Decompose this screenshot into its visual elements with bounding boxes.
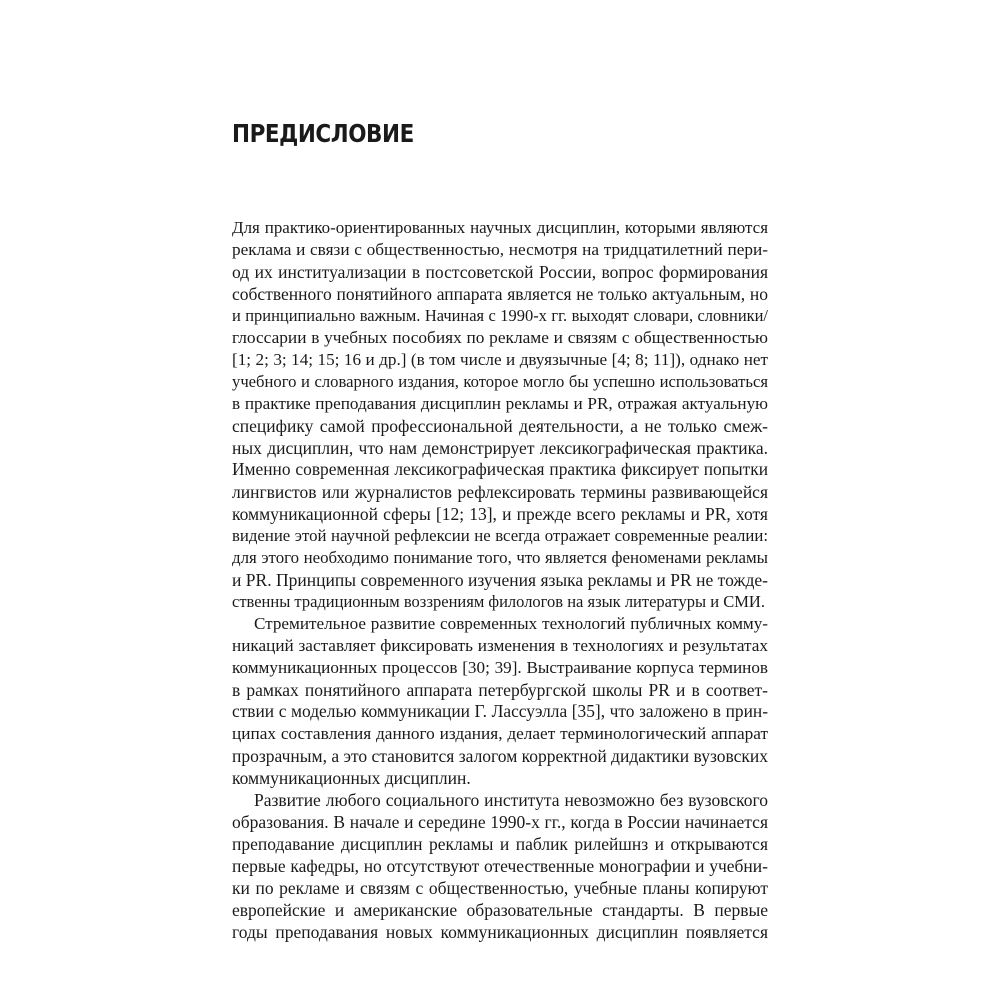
text-line: прозрачным, а это становится залогом корректной дидактики вузовских — [232, 746, 768, 766]
text-line: глоссарии в учебных пособиях по рекламе и связям с общественностью — [232, 328, 768, 347]
body-text — [232, 217, 768, 943]
text-line: [1; 2; 3; 14; 15; 16 и др.] (в том числе и двуязычные [4; 8; 11]), однако нет — [232, 350, 768, 369]
text-line: собственного понятийного аппарата является не только актуальным, но — [232, 284, 768, 304]
text-line: лингвистов или журналистов рефлексировать термины развивающейся — [232, 482, 768, 502]
text-line: од их институализации в постсоветской России, вопрос формирования — [232, 262, 768, 282]
text-line: никаций заставляет фиксировать изменения в технологиях и результатах — [232, 636, 768, 655]
text-line: первые кафедры, но отсутствуют отечественные монографии и учебни- — [232, 856, 768, 876]
text-line: ственны традиционным воззрениям филологов на язык литературы и СМИ. — [232, 592, 765, 611]
text-line: Именно современная лексикографическая практика фиксирует попытки — [232, 460, 768, 479]
text-line: Стремительное развитие современных технологий публичных комму- — [254, 614, 768, 633]
text-line: в рамках понятийного аппарата петербургской школы PR и в соответ- — [232, 680, 768, 700]
text-line: европейские и американские образовательные стандарты. В первые — [232, 900, 768, 920]
text-line: годы преподавания новых коммуникационных дисциплин появляется — [232, 922, 768, 942]
text-line: преподавание дисциплин рекламы и паблик рилейшнз и открываются — [232, 834, 768, 854]
text-line: видение этой научной рефлексии не всегда отражает современные реалии: — [232, 526, 768, 545]
text-line: специфику самой профессиональной деятельности, а не только смеж- — [232, 416, 768, 436]
text-line: и принципиально важным. Начиная с 1990-х гг. выходят словари, словники/ — [232, 306, 768, 325]
page-heading: ПРЕДИСЛОВИЕ — [232, 119, 414, 148]
text-line: коммуникационных процессов [30; 39]. Выстраивание корпуса терминов — [232, 658, 768, 677]
text-line: реклама и связи с общественностью, несмотря на тридцатилетний пери- — [232, 240, 768, 259]
text-line: ствии с моделью коммуникации Г. Лассуэлла [35], что заложено в прин- — [232, 702, 768, 721]
text-line: коммуникационной сферы [12; 13], и прежде всего рекламы и PR, хотя — [232, 504, 768, 524]
text-line: образования. В начале и середине 1990-х гг., когда в России начинается — [232, 812, 768, 832]
text-line: Для практико-ориентированных научных дисциплин, которыми являются — [232, 218, 768, 237]
text-line: коммуникационных дисциплин. — [232, 768, 471, 788]
text-line: Развитие любого социального института невозможно без вузовского — [254, 790, 768, 810]
text-line: и PR. Принципы современного изучения языка рекламы и PR не тожде- — [232, 570, 768, 590]
text-line: ципах составления данного издания, делает терминологический аппарат — [232, 724, 768, 743]
text-line: ки по рекламе и связям с общественностью, учебные планы копируют — [232, 878, 768, 898]
text-line: в практике преподавания дисциплин рекламы и PR, отражая актуальную — [232, 394, 768, 413]
text-line: учебного и словарного издания, которое могло бы успешно использоваться — [232, 372, 768, 391]
text-line: ных дисциплин, что нам демонстрирует лексикографическая практика. — [232, 438, 768, 458]
text-line: для этого необходимо понимание того, что является феноменами рекламы — [232, 548, 768, 567]
